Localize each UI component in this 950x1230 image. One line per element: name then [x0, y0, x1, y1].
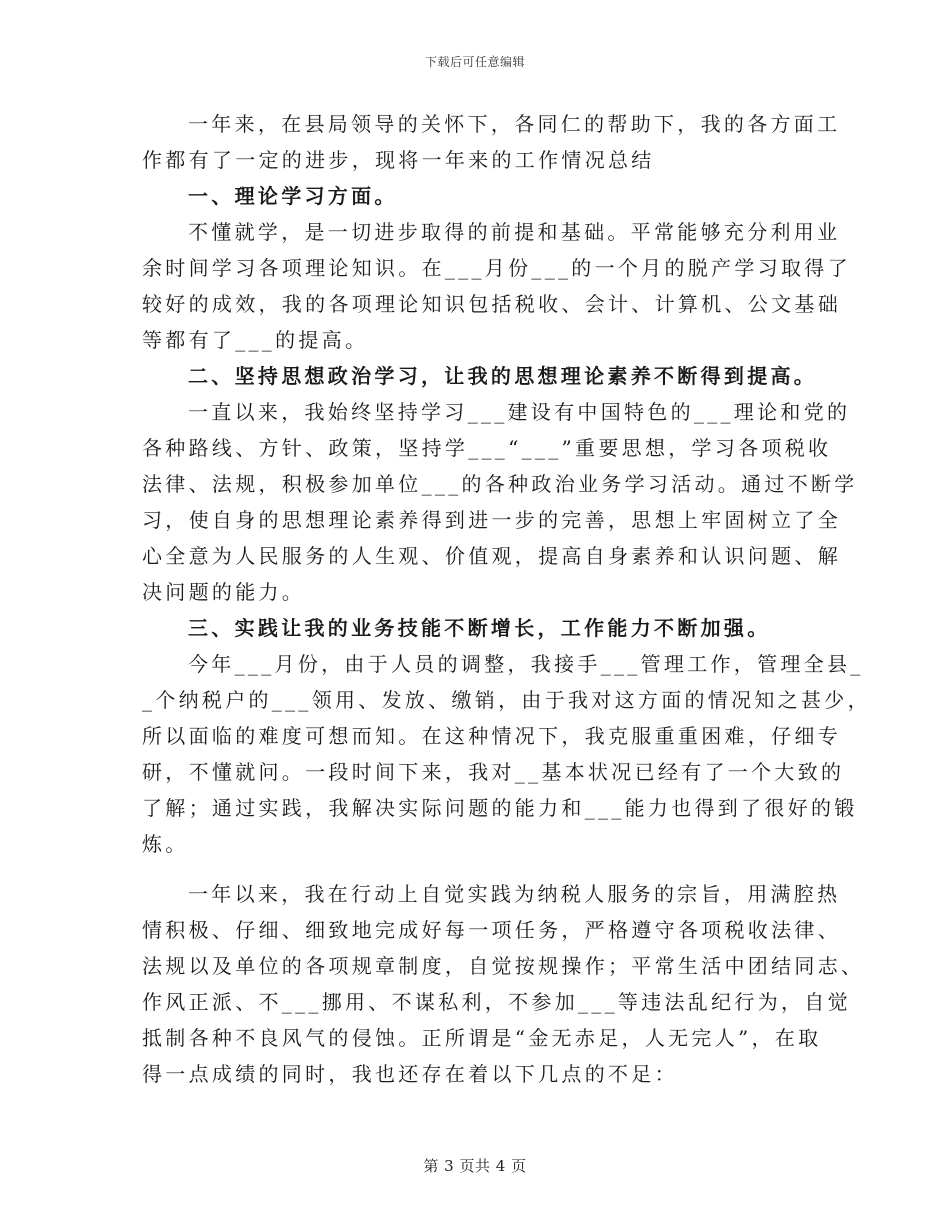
section3-paragraph [142, 646, 871, 862]
section1-paragraph [142, 214, 851, 358]
section3-line-5: 了解；通过实践，我解决实际问题的能力和___能力也得到了很好的锻 [142, 796, 858, 820]
section1-line-3: 较好的成效，我的各项理论知识包括税收、会计、计算机、公文基础 [142, 292, 841, 316]
section3-line-2: _个纳税户的___领用、发放、缴销，由于我对这方面的情况知之甚少， [142, 688, 871, 712]
section3-line-4: 研，不懂就问。一段时间下来，我对__基本状况已经有了一个大致的 [142, 760, 845, 784]
section4-line-6: 得一点成绩的同时，我也还存在着以下几点的不足： [142, 1062, 678, 1086]
section2-paragraph [142, 394, 858, 610]
section2-line-1: 一直以来，我始终坚持学习___建设有中国特色的___理论和党的 [188, 400, 851, 424]
section2-line-2: 各种路线、方针、政策，坚持学___“___”重要思想，学习各项税收 [142, 436, 832, 460]
section3-line-6: 炼。 [142, 832, 189, 856]
section4-line-2: 情积极、仔细、细致地完成好每一项任务，严格遵守各项税收法律、 [142, 918, 841, 942]
intro-line-2: 作都有了一定的进步，现将一年来的工作情况总结 [142, 148, 655, 172]
document-body [142, 106, 871, 1092]
section1-line-1: 不懂就学，是一切进步取得的前提和基础。平常能够充分利用业 [188, 220, 841, 244]
section2-line-4: 习，使自身的思想理论素养得到进一步的完善，思想上牢固树立了全 [142, 508, 841, 532]
section1-heading: 一、理论学习方面。 [188, 184, 398, 208]
intro-paragraph [142, 106, 841, 178]
section4-line-3: 法规以及单位的各项规章制度，自觉按规操作；平常生活中团结同志、 [142, 954, 865, 978]
section3-line-1: 今年___月份，由于人员的调整，我接手___管理工作，管理全县_ [188, 652, 864, 676]
section2-line-5: 心全意为人民服务的人生观、价值观，提高自身素养和认识问题、解 [142, 544, 841, 568]
section4-line-5: 抵制各种不良风气的侵蚀。正所谓是“金无赤足，人无完人”，在取 [142, 1026, 822, 1050]
intro-line-1: 一年来，在县局领导的关怀下，各同仁的帮助下，我的各方面工 [188, 112, 841, 136]
section4-line-4: 作风正派、不___挪用、不谋私利，不参加___等违法乱纪行为，自觉 [142, 990, 851, 1014]
section2-heading: 二、坚持思想政治学习，让我的思想理论素养不断得到提高。 [188, 364, 818, 388]
section4-line-1: 一年以来，我在行动上自觉实践为纳税人服务的宗旨，用满腔热 [188, 882, 841, 906]
header-note: 下载后可任意编辑 [424, 55, 525, 69]
section2-line-3: 法律、法规，积极参加单位___的各种政治业务学习活动。通过不断学 [142, 472, 858, 496]
section4-paragraph [142, 876, 865, 1092]
section1-line-2: 余时间学习各项理论知识。在___月份___的一个月的脱产学习取得了 [142, 256, 851, 280]
section1-line-4: 等都有了___的提高。 [142, 328, 369, 352]
page-number: 第 3 页共 4 页 [423, 1157, 527, 1175]
section3-line-3: 所以面临的难度可想而知。在这种情况下，我克服重重困难，仔细专 [142, 724, 841, 748]
section3-heading: 三、实践让我的业务技能不断增长，工作能力不断加强。 [188, 616, 771, 640]
section2-line-6: 决问题的能力。 [142, 580, 306, 604]
